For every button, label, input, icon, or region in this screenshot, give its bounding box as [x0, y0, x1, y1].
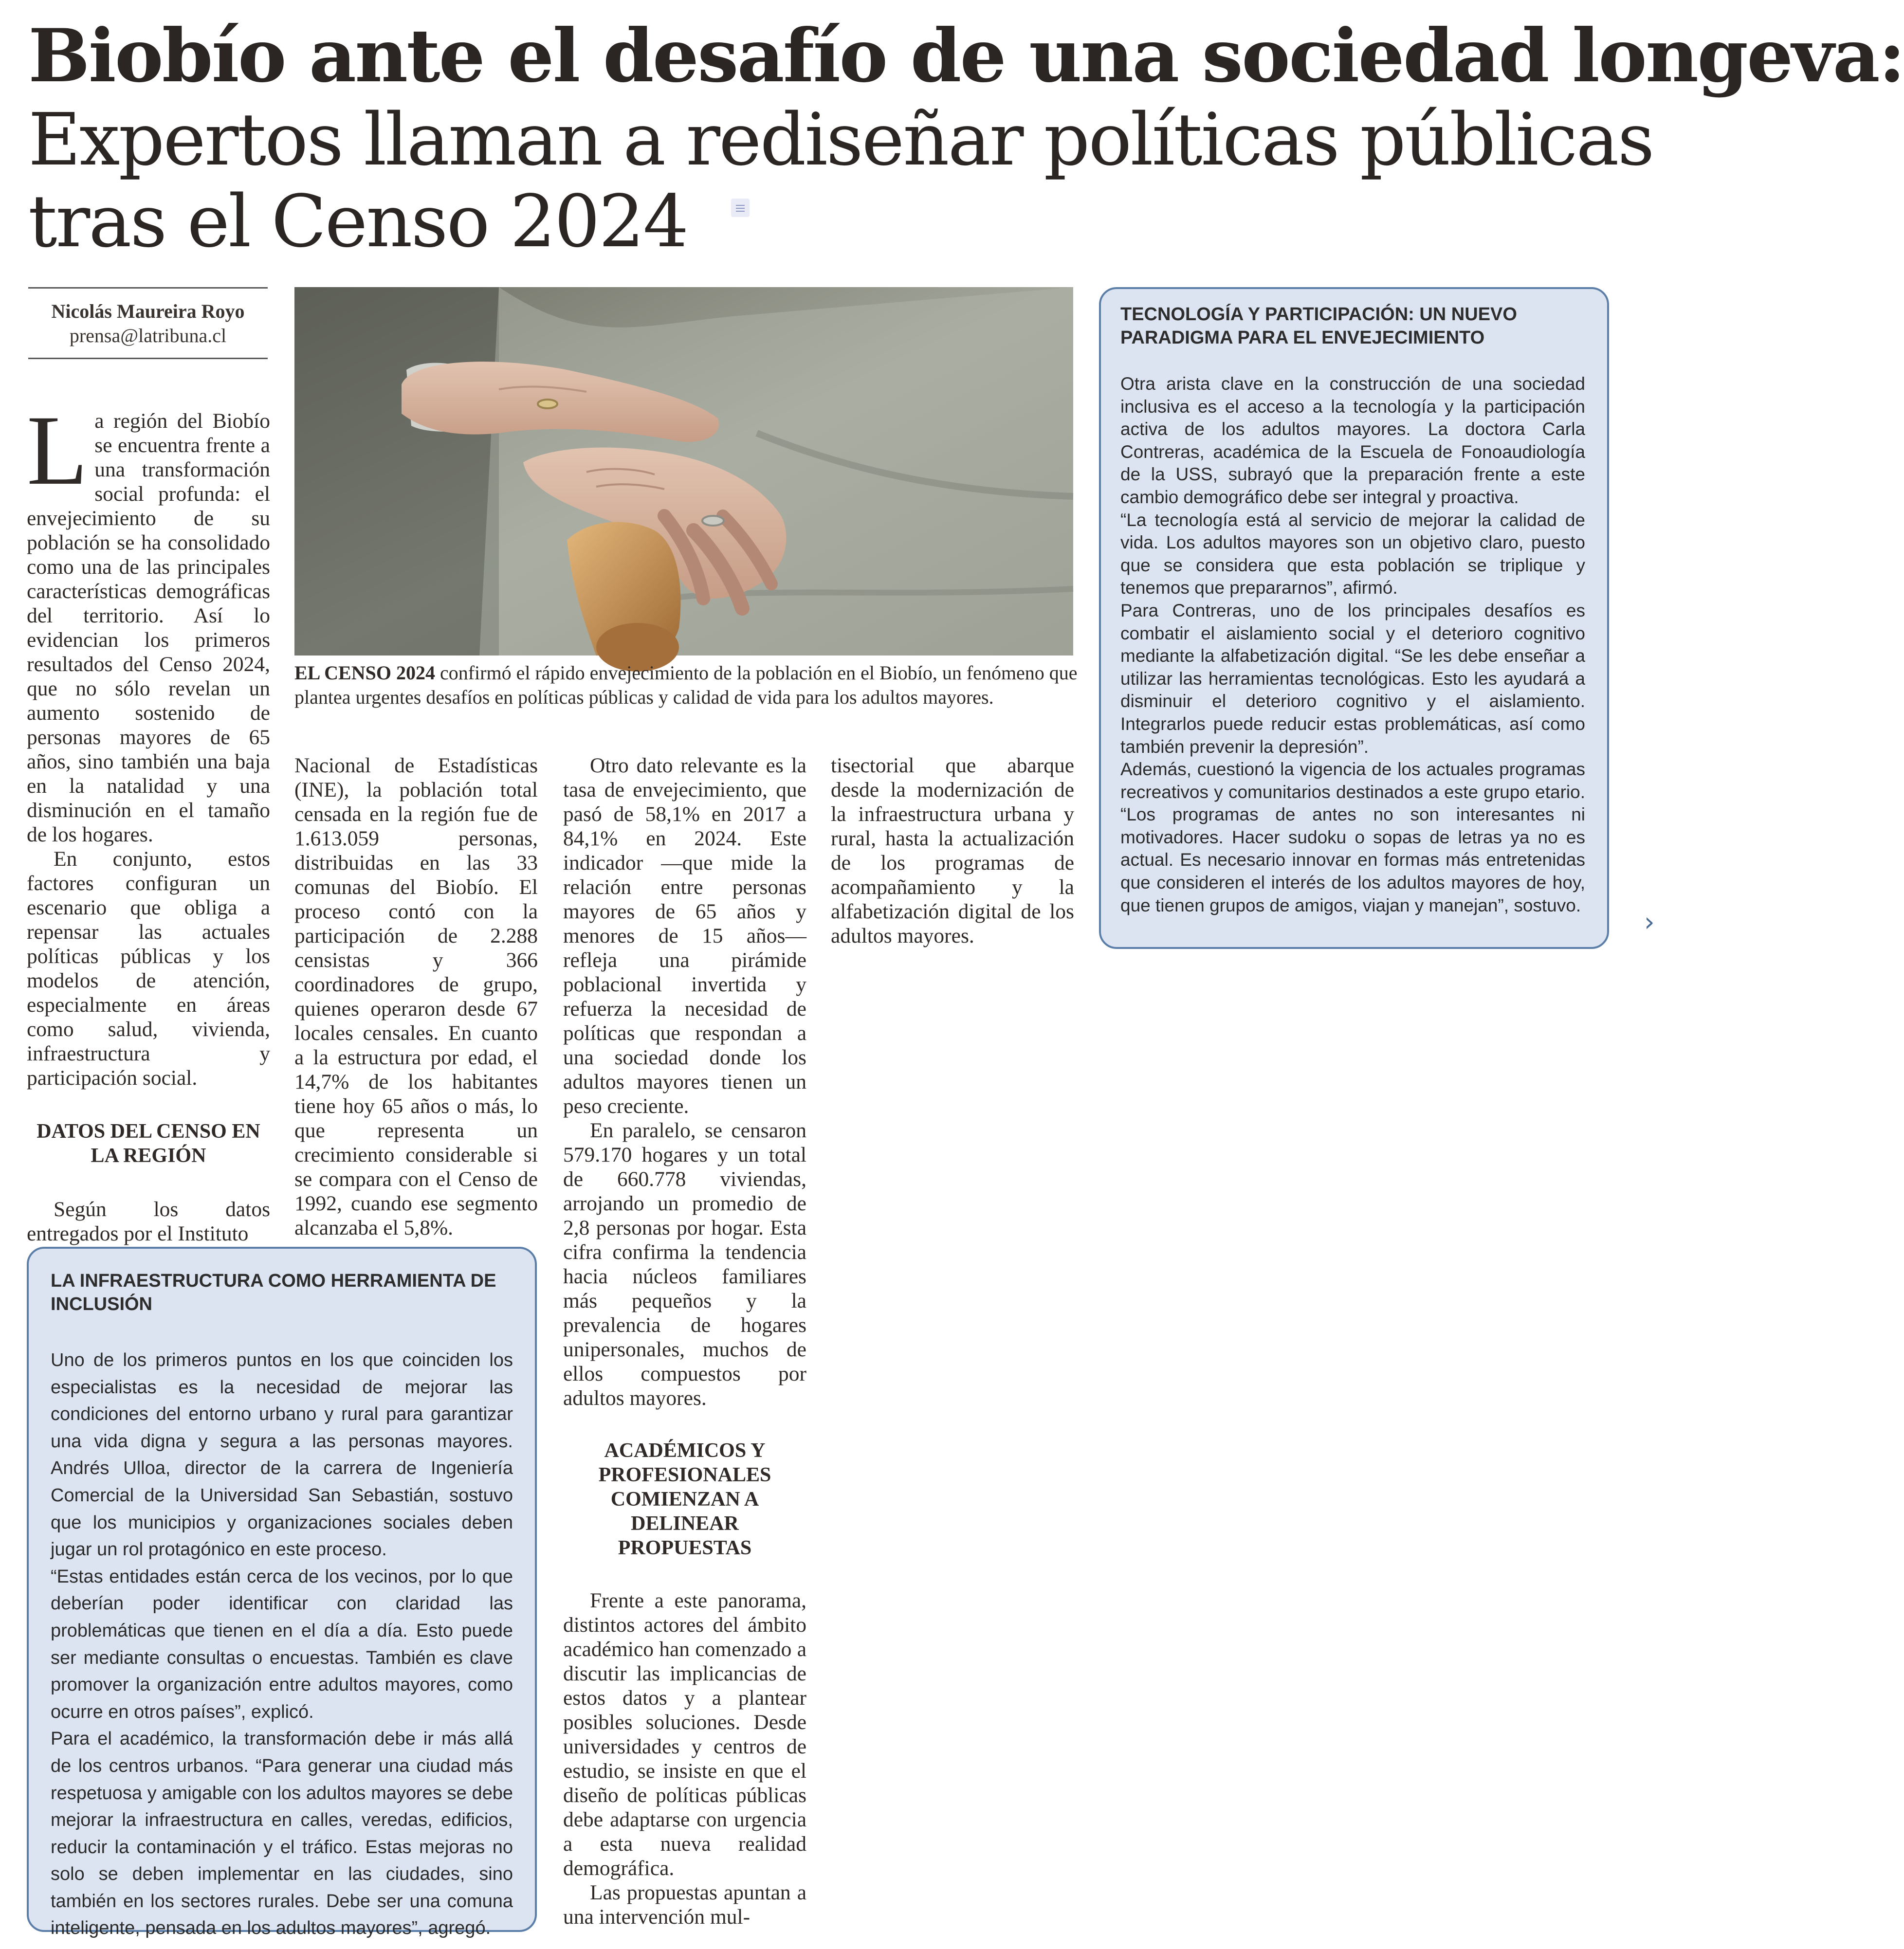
- byline-email[interactable]: prensa@latribuna.cl: [69, 325, 227, 346]
- sidebar-technology-title: TECNOLOGÍA Y PARTICIPACIÓN: UN NUEVO PARADIGMA PARA EL ENVEJECIMIENTO: [1120, 304, 1517, 348]
- headline-line-2: Expertos llaman a rediseñar políticas públicas: [28, 98, 1653, 182]
- caption-text: confirmó el rápido envejecimiento de la población en el Biobío, un fenómeno que plantea urgentes desafíos en políticas públicas y calidad de vida para los adultos mayores.: [294, 662, 1078, 708]
- article-paragraph: En conjunto, estos factores configuran un escenario que obliga a repensar las actuales políticas públicas y los modelos de atención, especialmente en áreas como salud, vivienda, infraestructura y participación social.: [27, 847, 270, 1090]
- sidebar-infrastructure: [27, 1247, 537, 1939]
- article-paragraph: Frente a este panorama, distintos actores del ámbito académico han comenzado a discutir las implicancias de estos datos y a plantear posibles soluciones. Desde universidades y centros de estudio, se insiste en que el diseño de políticas públicas debe adaptarse con urgencia a esta nueva realidad demográfica.: [563, 1589, 806, 1880]
- caption-lead: EL CENSO 2024: [294, 662, 435, 684]
- note-icon[interactable]: [731, 199, 750, 217]
- article-paragraph: Otro dato relevante es la tasa de envejecimiento, que pasó de 58,1% en 2017 a 84,1% en 2024. Este indicador —que mide la relación entre personas mayores de 65 años y menores de 15 años— refleja una pirámide poblacional invertida y refuerza la necesidad de políticas que respondan a una sociedad donde los adultos mayores tienen un peso creciente.: [563, 754, 806, 1118]
- sidebar-infrastructure-title: LA INFRAESTRUCTURA COMO HERRAMIENTA DE INCLUSIÓN: [51, 1271, 496, 1314]
- headline-line-1: Biobío ante el desafío de una sociedad longeva:: [28, 13, 1904, 99]
- sidebar-paragraph: Otra arista clave en la construcción de una sociedad inclusiva es el acceso a la tecnología y la participación activa de los adultos mayores. La doctora Carla Contreras, académica de la Escuela de Fonoaudiología de la USS, subrayó que la preparación frente a este cambio demográfico debe ser integral y proactiva.: [1120, 374, 1585, 507]
- chevron-right-icon[interactable]: ›: [1644, 907, 1655, 937]
- sidebar-paragraph: Uno de los primeros puntos en los que coinciden los especialistas es la necesidad de mejorar las condiciones del entorno urbano y rural para garantizar una vida digna y segura a las personas mayores. Andrés Ulloa, director de la carrera de Ingeniería Comercial de la Universidad San Sebastián, sostuvo que los municipios y organizaciones sociales deben jugar un rol protagónico en este proceso.: [51, 1350, 513, 1560]
- sidebar-infrastructure-body: [51, 1347, 513, 1942]
- article-column-3: [563, 753, 806, 1929]
- article-paragraph: Nacional de Estadísticas (INE), la población total censada en la región fue de 1.613.059 personas, distribuidas en las 33 comunas del Biobío. El proceso contó con la participación de 2.288 censistas y 366 coordinadores de grupo, quienes operaron desde 67 locales censales. En cuanto a la estructura por edad, el 14,7% de los habitantes tiene hoy 65 años o más, lo que representa un crecimiento considerable si se compara con el Censo de 1992, cuando ese segmento alcanzaba el 5,8%.: [294, 754, 538, 1239]
- article-column-4: [831, 753, 1074, 948]
- elderly-hands-illustration: [294, 287, 1073, 656]
- subhead-academics: ACADÉMICOS Y PROFESIONALES COMIENZAN A DELINEAR PROPUESTAS: [598, 1439, 771, 1559]
- headline-line-3-text: tras el Censo 2024: [28, 180, 688, 263]
- byline-author: Nicolás Maureira Royo: [51, 300, 245, 322]
- headline: [28, 13, 1904, 263]
- photo-caption: [294, 661, 1078, 710]
- article-paragraph: tisectorial que abarque desde la modernización de la infraestructura urbana y rural, hasta la actualización de los programas de acompañamiento y la alfabetización digital de los adultos mayores.: [831, 754, 1074, 947]
- drop-cap: L: [27, 395, 88, 506]
- article-paragraph: En paralelo, se censaron 579.170 hogares y un total de 660.778 viviendas, arrojando un promedio de 2,8 personas por hogar. Esta cifra confirma la tendencia hacia núcleos familiares más pequeños y la prevalencia de hogares unipersonales, muchos de ellos compuestos por adultos mayores.: [563, 1119, 806, 1410]
- subhead-census-data: DATOS DEL CENSO EN LA REGIÓN: [37, 1120, 260, 1167]
- article-paragraph: [27, 395, 270, 847]
- article-paragraph: Según los datos entregados por el Instituto: [27, 1198, 270, 1245]
- article-paragraph-text: a región del Biobío se encuentra frente a una transformación social profunda: el envejecimiento de su población se ha consolidado como una de las principales características demográficas del territorio. Así lo evidencian los primeros resultados del Censo 2024, que no sólo revelan un aumento sostenido de personas mayores de 65 años, sino también una baja en la natalidad y una disminución en el tamaño de los hogares.: [27, 409, 270, 846]
- sidebar-paragraph: Para Contreras, uno de los principales desafíos es combatir el aislamiento social y el deterioro cognitivo mediante la alfabetización digital. “Se les debe enseñar a utilizar las herramientas tecnológicas. Esto les ayudará a disminuir el deterioro cognitivo y el aislamiento. Integrarlos puede reducir estas problemáticas, así como también prevenir la depresión”.: [1120, 600, 1585, 757]
- byline: [28, 287, 268, 359]
- sidebar-paragraph: “La tecnología está al servicio de mejorar la calidad de vida. Los adultos mayores son un objetivo claro, puesto que se considera que esta población se triplique y tenemos que prepararnos”, afirmó.: [1120, 510, 1585, 598]
- sidebar-technology-body: [1120, 373, 1585, 917]
- article-column-2: [294, 753, 538, 1240]
- sidebar-paragraph: “Estas entidades están cerca de los vecinos, por lo que deberían poder identificar con claridad las problemáticas que tienen en el día a día. Esto puede ser mediante consultas o encuestas. También es clave promover la organización entre adultos mayores, como ocurre en otros países”, explicó.: [51, 1566, 513, 1722]
- headline-line-3: [28, 181, 1634, 262]
- sidebar-paragraph: Además, cuestionó la vigencia de los actuales programas recreativos y comunitarios destinados a este grupo etario. “Los programas de antes no son interesantes ni motivadores. Hacer sudoku o sopas de letras ya no es actual. Es necesario innovar en formas más entretenidas que consideren el interés de los adultos mayores de hoy, que tienen grupos de amigos, viajan y manejan”, sostuvo.: [1120, 759, 1585, 915]
- article-paragraph: Las propuestas apuntan a una intervención mul-: [563, 1881, 806, 1929]
- sidebar-paragraph: Para el académico, la transformación debe ir más allá de los centros urbanos. “Para generar una ciudad más respetuosa y amigable con los adultos mayores se debe mejorar la infraestructura en calles, veredas, edificios, reducir la contaminación y el tráfico. Estas mejoras no solo se deben implementar en las ciudades, sino también en los sectores rurales. Debe ser una comuna inteligente, pensada en los adultos mayores”, agregó.: [51, 1729, 513, 1939]
- article-photo: [294, 287, 1073, 656]
- sidebar-technology: [1099, 287, 1609, 949]
- article-column-1: [27, 395, 270, 1246]
